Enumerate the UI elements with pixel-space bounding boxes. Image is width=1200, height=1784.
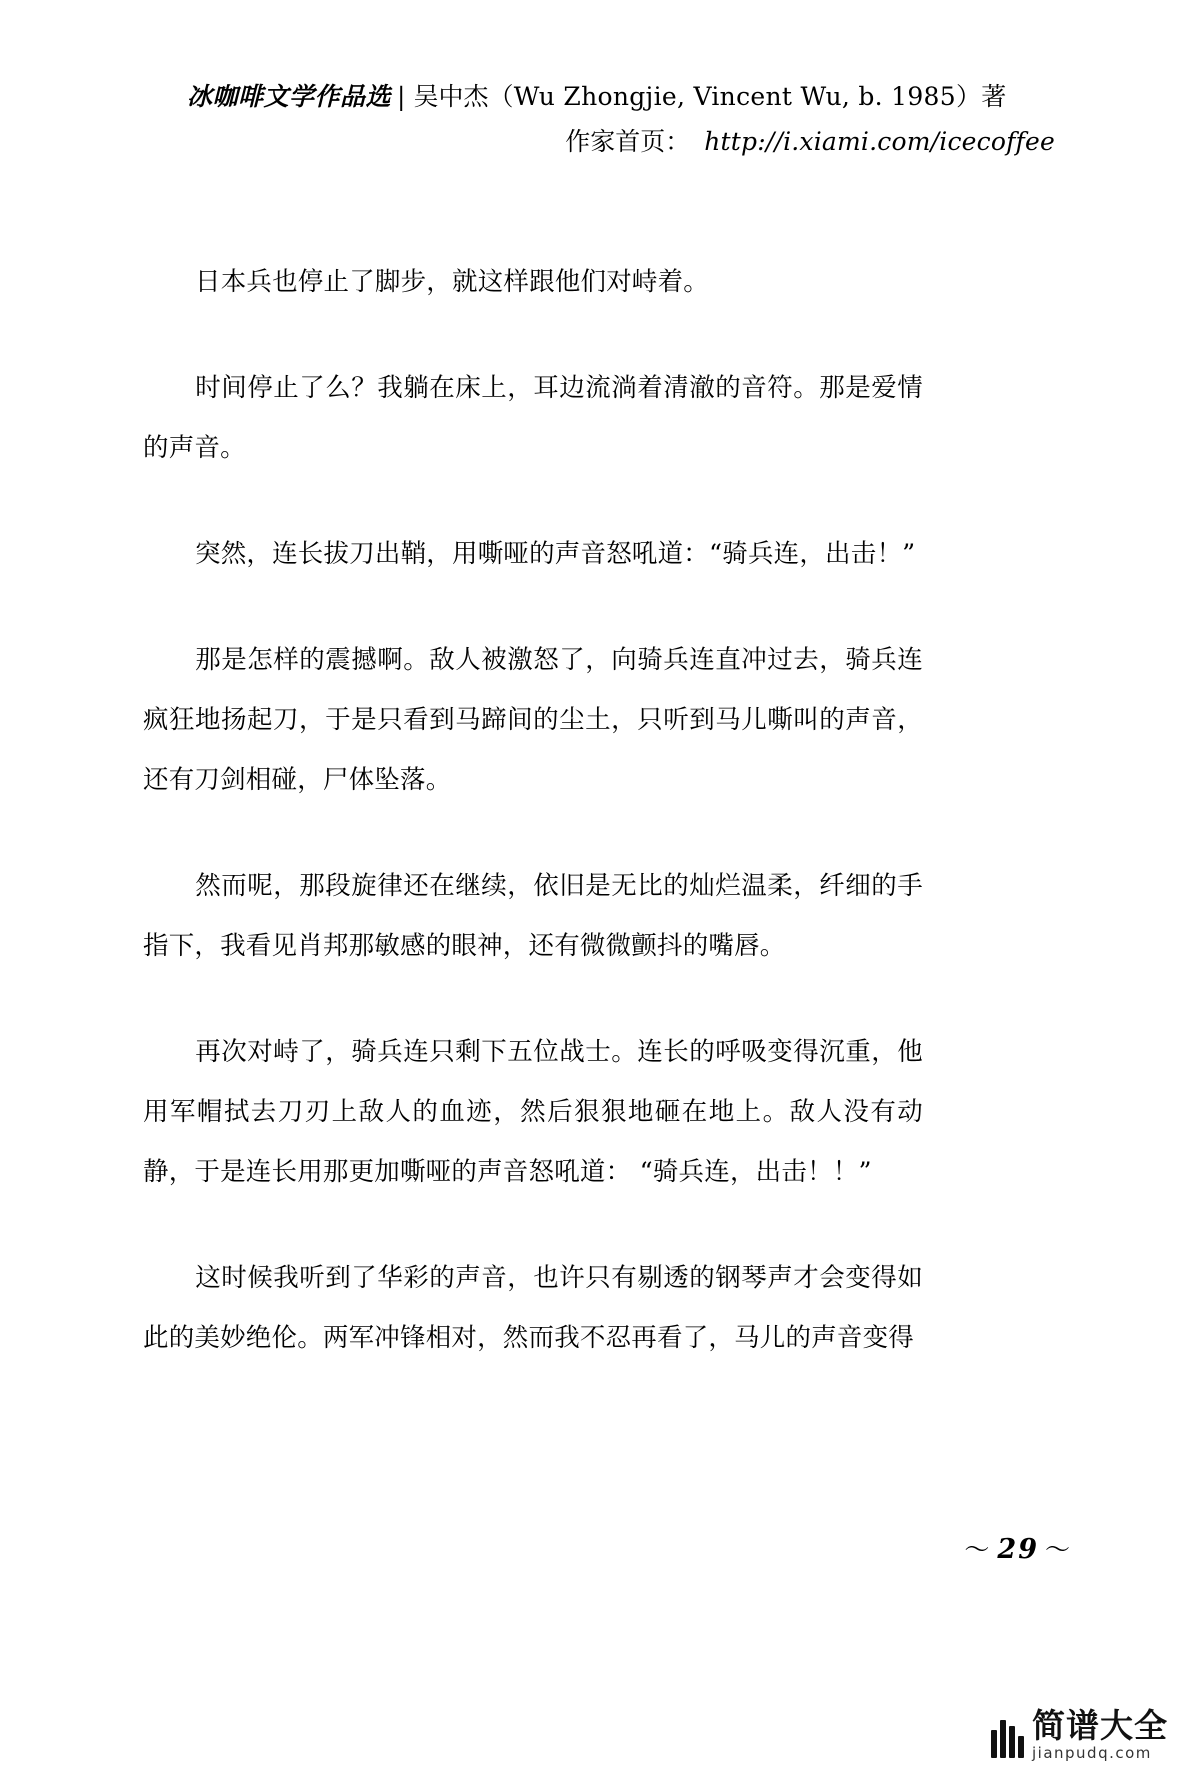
homepage-url[interactable]: http://i.xiami.com/icecoffee — [704, 127, 1055, 156]
paragraph — [143, 524, 923, 584]
watermark — [991, 1708, 1168, 1762]
piano-keys-icon — [991, 1718, 1024, 1762]
paragraph-text: 然而呢，那段旋律还在继续，依旧是无比的灿烂温柔，纤细的手指下，我看见肖邦那敏感的眼神，还有微微颤抖的嘴唇。 — [143, 871, 923, 961]
paragraph-text: 那是怎样的震撼啊。敌人被激怒了，向骑兵连直冲过去，骑兵连疯狂地扬起刀，于是只看到马蹄间的尘土，只听到马儿嘶叫的声音，还有刀剑相碰，尸体坠落。 — [143, 645, 923, 795]
homepage-label: 作家首页： — [565, 127, 691, 156]
piano-key-bar — [1018, 1736, 1024, 1758]
page-number — [958, 1530, 1078, 1566]
author-name-en: （Wu Zhongjie, Vincent Wu, b. 1985）著 — [488, 82, 1007, 111]
paragraph — [143, 856, 923, 976]
page-number-ornament-right: 〜 — [1044, 1535, 1072, 1564]
paragraph — [143, 630, 923, 810]
book-series-title: 冰咖啡文学作品选 — [187, 82, 392, 111]
page-number-value: 29 — [997, 1534, 1039, 1565]
paragraph-text: 时间停止了么？我躺在床上，耳边流淌着清澈的音符。那是爱情的声音。 — [143, 373, 923, 463]
page-header — [155, 78, 1055, 162]
page-body — [143, 252, 923, 1368]
header-byline — [155, 78, 1055, 116]
paragraph-text: 再次对峙了，骑兵连只剩下五位战士。连长的呼吸变得沉重，他用军帽拭去刀刃上敌人的血迹，然后狠狠地砸在地上。敌人没有动静，于是连长用那更加嘶哑的声音怒吼道： “骑兵连，出击！！” — [143, 1037, 923, 1187]
watermark-text — [1032, 1708, 1168, 1762]
watermark-title: 简谱大全 — [1032, 1706, 1168, 1745]
paragraph — [143, 358, 923, 478]
header-separator: | — [397, 82, 406, 111]
watermark-subtitle: jianpudq.com — [1032, 1744, 1152, 1762]
piano-key-bar — [1009, 1726, 1015, 1758]
page-number-ornament-left: 〜 — [964, 1535, 992, 1564]
paragraph — [143, 1022, 923, 1202]
paragraph — [143, 252, 923, 312]
author-name-cn: 吴中杰 — [413, 82, 489, 111]
paragraph-text: 这时候我听到了华彩的声音，也许只有剔透的钢琴声才会变得如此的美妙绝伦。两军冲锋相对，然而我不忍再看了，马儿的声音变得 — [143, 1263, 923, 1353]
paragraph — [143, 1248, 923, 1368]
piano-key-bar — [991, 1730, 997, 1758]
piano-key-bar — [1000, 1720, 1006, 1758]
paragraph-text: 日本兵也停止了脚步，就这样跟他们对峙着。 — [195, 267, 710, 297]
paragraph-text: 突然，连长拔刀出鞘，用嘶哑的声音怒吼道：“骑兵连，出击！” — [195, 539, 916, 569]
header-homepage — [155, 122, 1055, 162]
